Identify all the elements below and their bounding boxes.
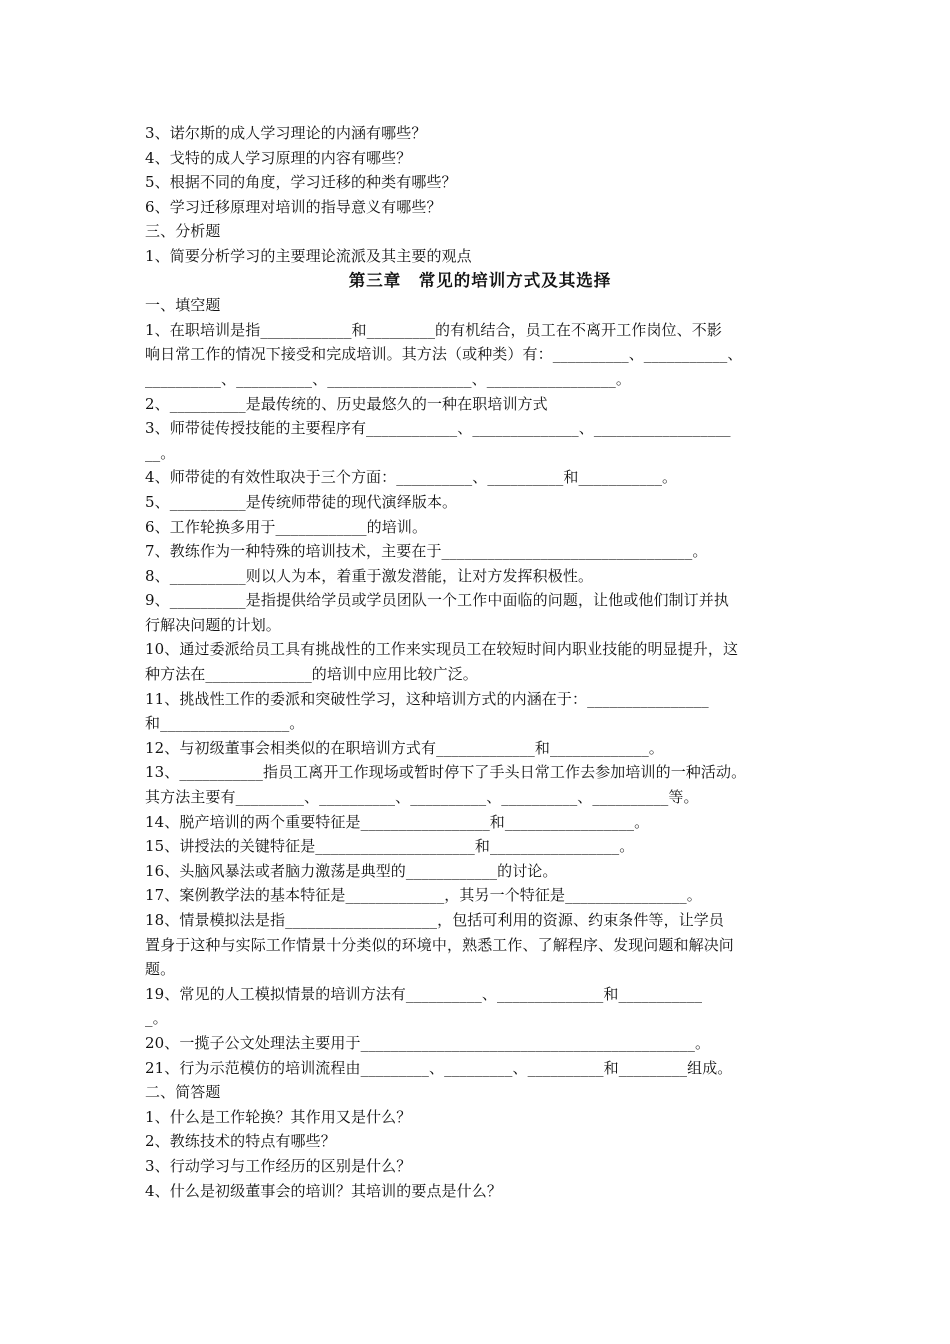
question-line: 9、__________是指提供给学员或学员团队一个工作中面临的问题，让他或他们制订并执 — [145, 591, 729, 610]
question-line: 2、教练技术的特点有哪些？ — [145, 1132, 336, 1151]
document-page — [145, 121, 815, 1203]
question-line: 2、__________是最传统的、历史最悠久的一种在职培训方式 — [145, 394, 548, 413]
question-line: 3、行动学习与工作经历的区别是什么？ — [145, 1156, 412, 1175]
question-line: 7、教练作为一种特殊的培训技术，主要在于_________________________________。 — [145, 542, 708, 561]
chapter-title: 第三章 常见的培训方式及其选择 — [348, 270, 612, 290]
question-line: __。 — [145, 443, 176, 462]
question-line: _。 — [145, 1009, 168, 1028]
question-line: 6、学习迁移原理对培训的指导意义有哪些？ — [145, 197, 442, 216]
question-line: 16、头脑风暴法或者脑力激荡是典型的____________的讨论。 — [145, 861, 558, 880]
question-line: 14、脱产培训的两个重要特征是_________________和_________________。 — [145, 812, 650, 831]
question-line: 21、行为示范模仿的培训流程由_________、_________、__________和_________组成。 — [145, 1058, 733, 1077]
question-line: 10、通过委派给员工具有挑战性的工作来实现员工在较短时间内职业技能的明显提升，这 — [145, 640, 739, 659]
question-line: 4、什么是初级董事会的培训？其培训的要点是什么？ — [145, 1181, 502, 1200]
question-line: 和_________________。 — [145, 714, 305, 733]
question-line: 置身于这种与实际工作情景十分类似的环境中，熟悉工作、了解程序、发现问题和解决问 — [145, 935, 734, 954]
question-line: 11、挑战性工作的委派和突破性学习，这种培训方式的内涵在于：________________ — [145, 689, 709, 708]
question-line: 5、根据不同的角度，学习迁移的种类有哪些？ — [145, 173, 457, 192]
question-line: 17、案例教学法的基本特征是_____________，其另一个特征是________________。 — [145, 886, 702, 905]
question-line: 题。 — [145, 960, 176, 979]
question-line: 种方法在______________的培训中应用比较广泛。 — [145, 665, 478, 684]
section-heading: 三、分析题 — [145, 222, 221, 241]
question-line: 4、戈特的成人学习原理的内容有哪些？ — [145, 148, 412, 167]
question-line: 18、情景模拟法是指____________________，包括可利用的资源、约束条件等，让学员 — [145, 911, 724, 929]
question-line: 20、一揽子公文处理法主要用于____________________________________________。 — [145, 1033, 711, 1052]
question-line: 其方法主要有_________、__________、__________、__________、__________等。 — [145, 788, 699, 807]
section-heading: 一、填空题 — [145, 296, 221, 315]
question-line: 12、与初级董事会相类似的在职培训方式有_____________和_____________。 — [145, 738, 664, 757]
question-line: 13、___________指员工离开工作现场或暂时停下了手头日常工作去参加培训的一种活动。 — [145, 763, 747, 782]
question-line: 1、在职培训是指____________和_________的有机结合，员工在不离开工作岗位、不影 — [145, 320, 722, 339]
section-heading: 二、简答题 — [145, 1083, 221, 1102]
question-line: 6、工作轮换多用于____________的培训。 — [145, 517, 428, 536]
question-line: 15、讲授法的关键特征是_____________________和_________________。 — [145, 837, 635, 856]
question-line: 4、师带徒的有效性取决于三个方面：__________、__________和___________。 — [145, 468, 678, 487]
question-line: 1、简要分析学习的主要理论流派及其主要的观点 — [145, 246, 472, 265]
question-line: 5、__________是传统师带徒的现代演绎版本。 — [145, 492, 458, 511]
question-line: 3、师带徒传授技能的主要程序有____________、______________、__________________ — [145, 419, 731, 438]
question-line: 1、什么是工作轮换？其作用又是什么？ — [145, 1107, 412, 1126]
question-line: 3、诺尔斯的成人学习理论的内涵有哪些？ — [145, 124, 427, 142]
question-line: 响日常工作的情况下接受和完成培训。其方法（或种类）有：__________、___________、 — [145, 345, 743, 364]
question-line: 行解决问题的计划。 — [145, 615, 281, 634]
question-line: 19、常见的人工模拟情景的培训方法有__________、______________和___________ — [145, 984, 703, 1003]
question-line: __________、__________、___________________、_________________。 — [145, 369, 631, 388]
question-line: 8、__________则以人为本，着重于激发潜能，让对方发挥积极性。 — [145, 566, 594, 585]
